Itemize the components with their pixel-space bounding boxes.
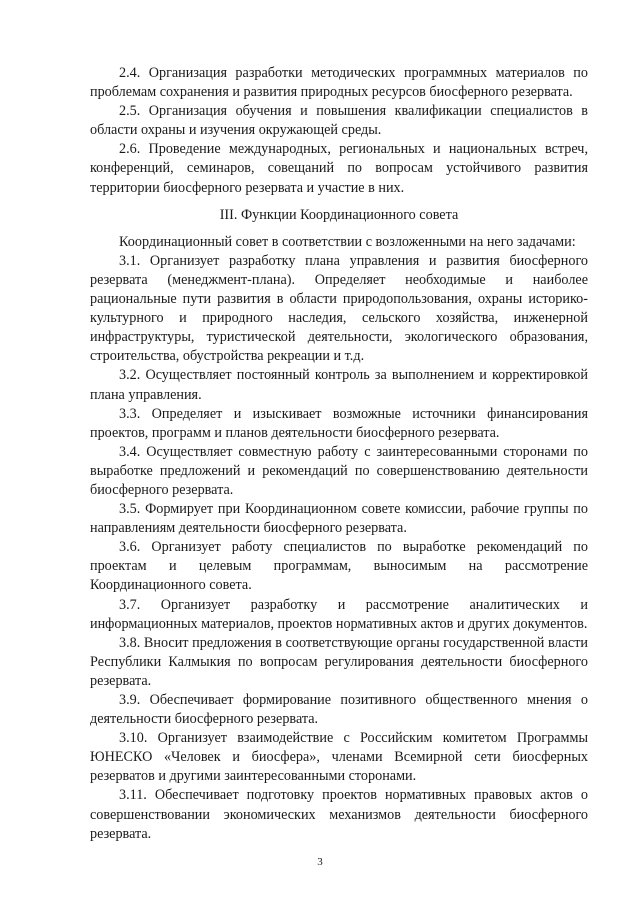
paragraph-3-9: 3.9. Обеспечивает формирование позитивного общественного мнения о деятельности биосферного резервата. (90, 692, 588, 728)
paragraph-3-10: 3.10. Организует взаимодействие с Российским комитетом Программы ЮНЕСКО «Человек и биосфера», членами Всемирной сети биосферных резерватов и другими заинтересованными сторонами. (90, 730, 588, 785)
paragraph-3-7: 3.7. Организует разработку и рассмотрение аналитических и информационных материалов, проектов нормативных актов и других документов. (90, 596, 588, 632)
paragraph-3-5: 3.5. Формирует при Координационном совете комиссии, рабочие группы по направлениям деятельности биосферного резервата. (90, 501, 588, 537)
paragraph-2-6: 2.6. Проведение международных, региональных и национальных встреч, конференций, семинаров, совещаний по вопросам устойчивого развития территории биосферного резервата и участие в них. (90, 141, 588, 196)
paragraph-2-5: 2.5. Организация обучения и повышения квалификации специалистов в области охраны и изучения окружающей среды. (90, 103, 588, 139)
section-heading: III. Функции Координационного совета (219, 206, 459, 223)
spacer (90, 225, 588, 233)
spacer (90, 198, 588, 206)
paragraph-3-4: 3.4. Осуществляет совместную работу с заинтересованными сторонами по выработке предложений и рекомендаций по совершенствованию деятельности биосферного резервата. (90, 443, 588, 498)
paragraph-3-11: 3.11. Обеспечивает подготовку проектов нормативных правовых актов о совершенствовании экономических механизмов деятельности биосферного резервата. (90, 787, 588, 842)
document-page (90, 64, 588, 844)
paragraph-3-3: 3.3. Определяет и изыскивает возможные источники финансирования проектов, программ и планов деятельности биосферного резервата. (90, 405, 588, 441)
paragraph-3-1: 3.1. Организует разработку плана управления и развития биосферного резервата (менеджмент-плана). Определяет необходимые и наиболее рациональные пути развития в области природопользования, охраны историко-культурного и природного наследия, сельского хозяйства, инженерной инфраструктуры, туристической деятельности, экологического образования, строительства, обустройства рекреации и т.д. (90, 252, 588, 365)
paragraph-3-6: 3.6. Организует работу специалистов по выработке рекомендаций по проектам и целевым программам, выносимым на рассмотрение Координационного совета. (90, 539, 588, 594)
page-number: 3 (317, 856, 323, 868)
paragraph-3-8: 3.8. Вносит предложения в соответствующие органы государственной власти Республики Калмыкия по вопросам регулирования деятельности биосферного резервата. (90, 634, 588, 689)
paragraph-2-4: 2.4. Организация разработки методических программных материалов по проблемам сохранения и развития природных ресурсов биосферного резервата. (90, 65, 588, 101)
paragraph-3-2: 3.2. Осуществляет постоянный контроль за выполнением и корректировкой плана управления. (90, 367, 588, 403)
section-intro: Координационный совет в соответствии с возложенными на него задачами: (119, 233, 576, 250)
